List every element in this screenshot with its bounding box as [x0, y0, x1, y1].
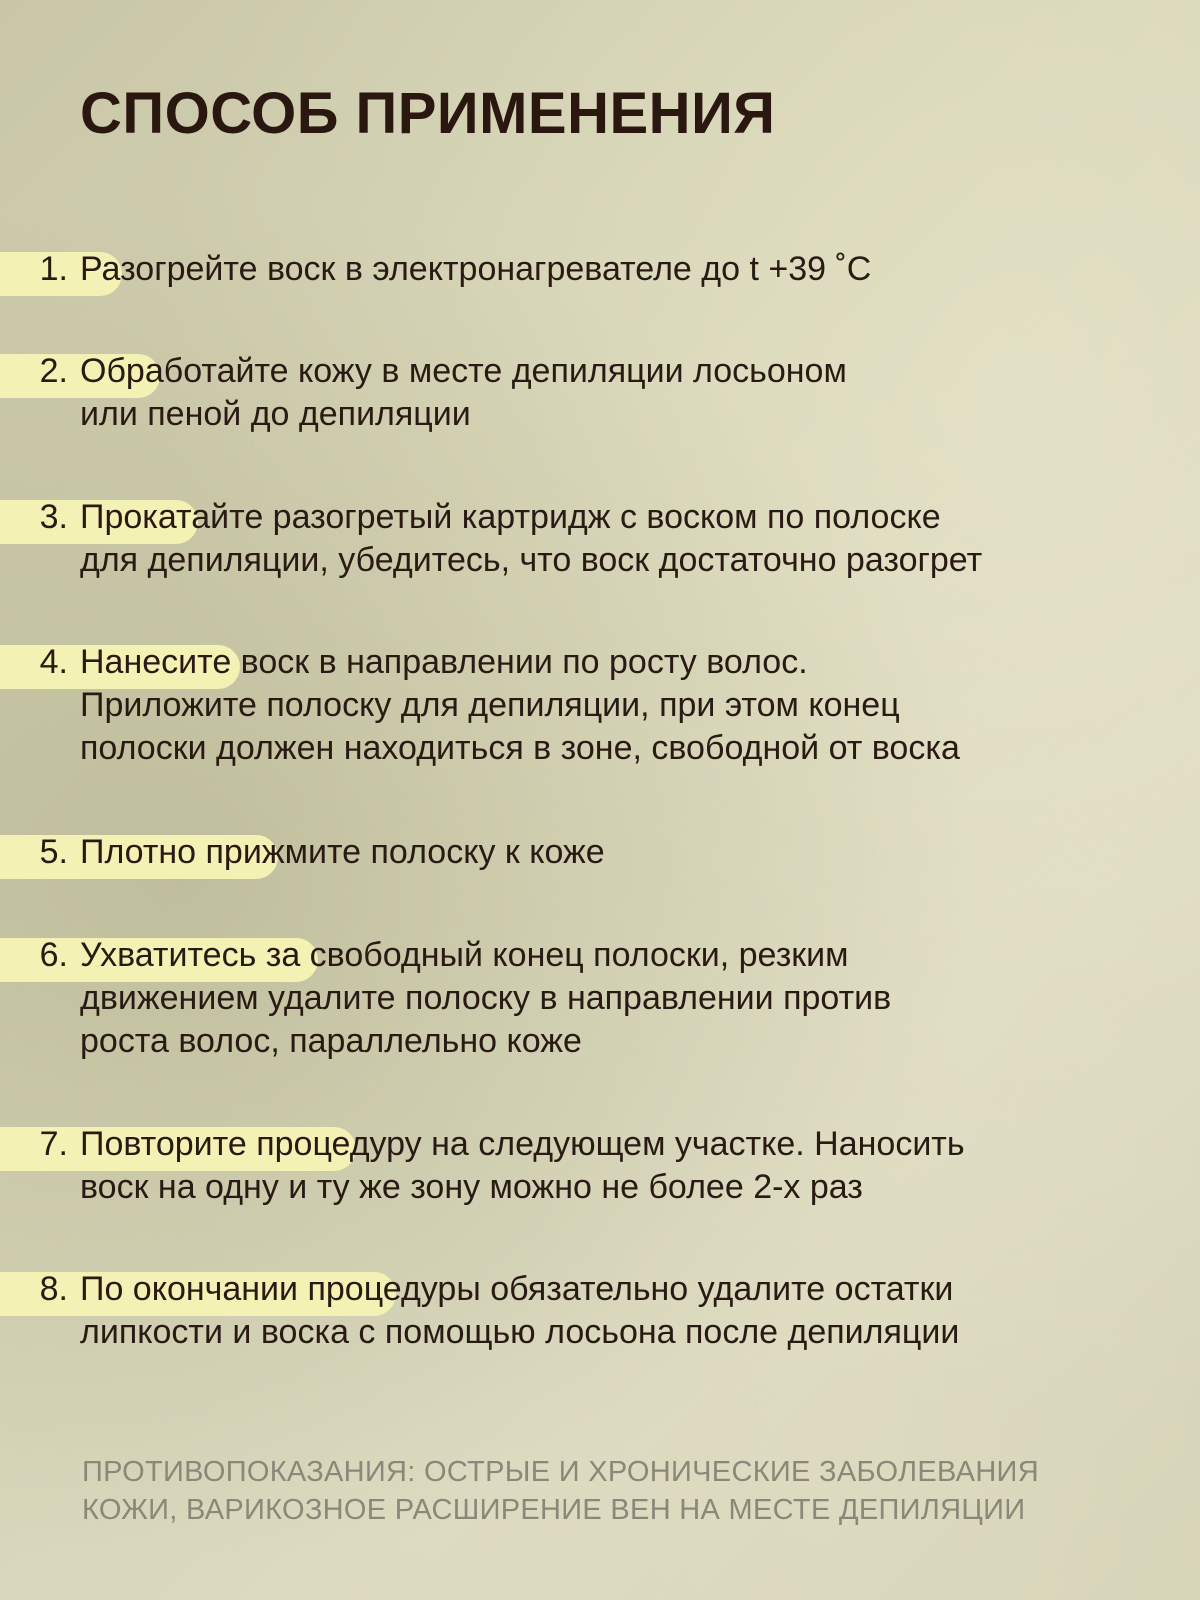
step-number: 5.: [39, 833, 68, 871]
step-text: Нанесите воск в направлении по росту волос. Приложите полоску для депиляции, при этом конец полоски должен находиться в зоне, свободной от воска: [80, 643, 960, 767]
step-text: Прокатайте разогретый картридж с воском по полоске для депиляции, убедитесь, что воск достаточно разогрет: [80, 498, 983, 579]
step-text: Плотно прижмите полоску к коже: [80, 833, 605, 871]
step-number: 7.: [39, 1125, 68, 1163]
step-number: 4.: [39, 643, 68, 681]
contraindications-note: ПРОТИВОПОКАЗАНИЯ: ОСТРЫЕ И ХРОНИЧЕСКИЕ ЗАБОЛЕВАНИЯ КОЖИ, ВАРИКОЗНОЕ РАСШИРЕНИЕ ВЕН НА МЕСТЕ ДЕПИЛЯЦИИ: [82, 1456, 1039, 1526]
step-number: 2.: [39, 352, 68, 390]
step-text: Повторите процедуру на следующем участке. Наносить воск на одну и ту же зону можно не более 2-х раз: [80, 1125, 965, 1206]
step-text: Ухватитесь за свободный конец полоски, резким движением удалите полоску в направлении против роста волос, параллельно коже: [80, 936, 892, 1060]
step-text: По окончании процедуры обязательно удалите остатки липкости и воска с помощью лосьона после депиляции: [80, 1270, 960, 1351]
step-number: 6.: [39, 936, 68, 974]
page-title: СПОСОБ ПРИМЕНЕНИЯ: [80, 81, 776, 146]
step-number: 8.: [39, 1270, 68, 1308]
step-text: Обработайте кожу в месте депиляции лосьоном или пеной до депиляции: [80, 352, 847, 433]
step-number: 1.: [39, 250, 68, 288]
step-text: Разогрейте воск в электронагревателе до t +39 ˚С: [80, 250, 872, 288]
step-number: 3.: [39, 498, 68, 536]
